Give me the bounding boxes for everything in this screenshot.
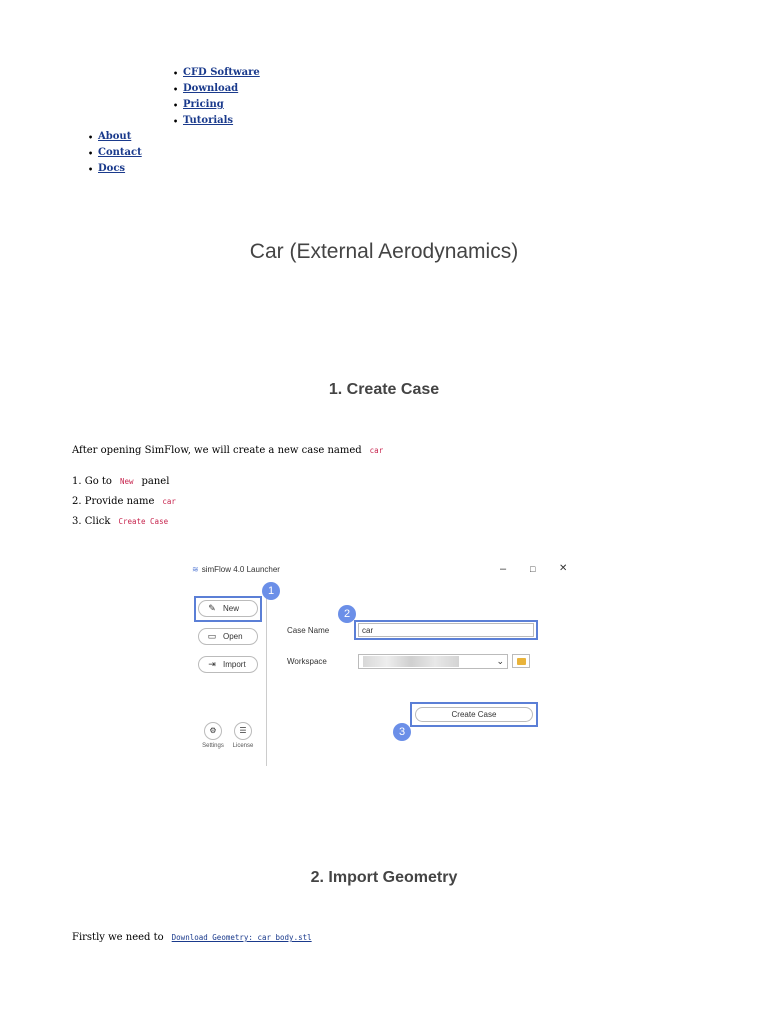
minimize-icon[interactable]: – <box>500 563 507 575</box>
simflow-logo-icon: ≋ <box>192 565 199 574</box>
step-code: car <box>162 497 176 506</box>
nav-item-pricing[interactable] <box>183 98 224 111</box>
step-badge-3: 3 <box>393 723 411 741</box>
import-button[interactable] <box>198 656 258 673</box>
new-icon: ✎ <box>208 603 216 613</box>
nav-item-tutorials[interactable] <box>183 114 233 127</box>
workspace-label: Workspace <box>287 657 327 666</box>
import-intro-text: Firstly we need to <box>72 932 164 943</box>
import-geometry-intro <box>72 931 312 945</box>
nav-link-docs[interactable]: Docs <box>98 163 126 174</box>
case-name-input[interactable]: car <box>358 623 534 637</box>
step-badge-1: 1 <box>262 582 280 600</box>
simflow-launcher-screenshot <box>186 560 582 772</box>
step-text: 1. Go to <box>72 476 112 487</box>
window-title <box>192 565 280 574</box>
open-button[interactable] <box>198 628 258 645</box>
nav-item-about[interactable] <box>98 130 131 143</box>
license-icon[interactable]: ☰ <box>234 722 252 740</box>
step-2 <box>72 495 176 509</box>
section-heading-import-geometry: 2. Import Geometry <box>310 869 458 886</box>
nav-link-cfd-software[interactable]: CFD Software <box>183 67 260 78</box>
workspace-path-blurred <box>363 656 459 667</box>
nav-link-contact[interactable]: Contact <box>98 147 142 158</box>
open-label: Open <box>223 632 243 641</box>
settings-label: Settings <box>202 743 224 749</box>
close-icon[interactable]: ✕ <box>559 563 568 574</box>
import-label: Import <box>223 660 246 669</box>
license-label: License <box>232 743 254 749</box>
create-case-button[interactable]: Create Case <box>415 707 533 722</box>
folder-icon[interactable] <box>512 654 530 668</box>
open-icon: ▭ <box>207 631 217 641</box>
section-heading-create-case: 1. Create Case <box>328 381 440 398</box>
case-name-label: Case Name <box>287 626 330 635</box>
workspace-select[interactable] <box>358 654 508 669</box>
nav-item-contact[interactable] <box>98 146 142 159</box>
new-button[interactable] <box>198 600 258 617</box>
nav-item-download[interactable] <box>183 82 238 95</box>
intro-text: After opening SimFlow, we will create a new case named <box>72 445 362 456</box>
step-3 <box>72 515 168 529</box>
new-label: New <box>223 604 240 613</box>
sidebar-divider <box>266 586 267 766</box>
maximize-icon[interactable]: □ <box>530 564 536 574</box>
nav-link-about[interactable]: About <box>98 131 132 142</box>
step-1 <box>72 475 169 489</box>
create-case-intro <box>72 444 383 458</box>
nav-link-pricing[interactable]: Pricing <box>183 99 224 110</box>
step-after: panel <box>141 476 170 487</box>
nav-item-docs[interactable] <box>98 162 125 175</box>
step-code: New <box>119 477 134 486</box>
step-text: 3. Click <box>72 516 111 527</box>
step-badge-2: 2 <box>338 605 356 623</box>
nav-item-cfd-software[interactable] <box>183 66 260 79</box>
step-code: Create Case <box>118 517 169 526</box>
download-geometry-link[interactable]: Download Geometry: car_body.stl <box>171 933 312 942</box>
settings-icon[interactable]: ⚙ <box>204 722 222 740</box>
import-icon: ⇥ <box>208 659 216 669</box>
page-title: Car (External Aerodynamics) <box>249 240 519 263</box>
nav-link-tutorials[interactable]: Tutorials <box>183 115 234 126</box>
nav-link-download[interactable]: Download <box>183 83 239 94</box>
window-title-text: simFlow 4.0 Launcher <box>201 565 280 574</box>
chevron-down-icon[interactable]: ⌄ <box>496 656 504 666</box>
intro-code: car <box>369 446 384 455</box>
step-text: 2. Provide name <box>72 496 155 507</box>
